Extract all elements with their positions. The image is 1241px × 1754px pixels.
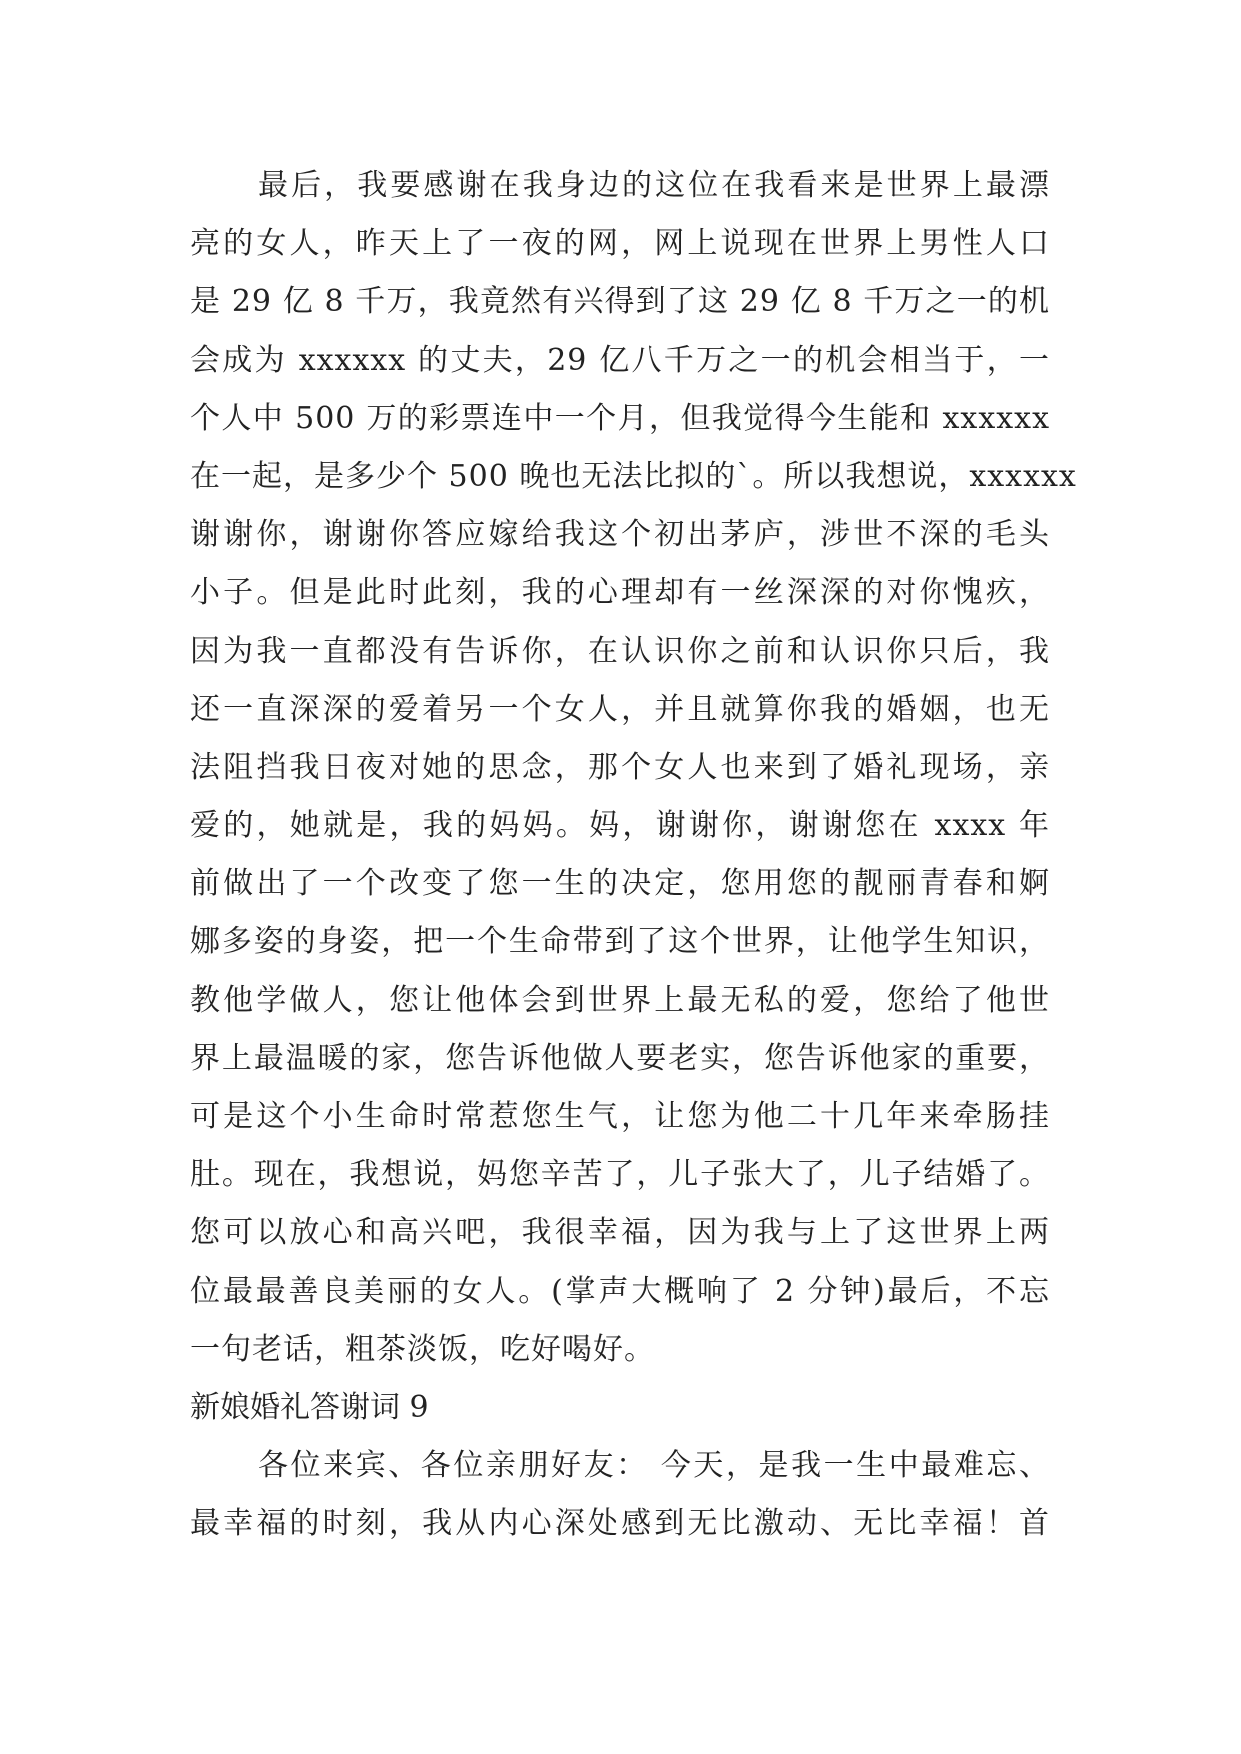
text-line: 还一直深深的爱着另一个女人，并且就算你我的婚姻，也无 — [190, 691, 1050, 727]
text-line: 位最最善良美丽的女人。(掌声大概响了 2 分钟)最后，不忘 — [190, 1273, 1050, 1309]
text-line: 各位来宾、各位亲朋好友： 今天，是我一生中最难忘、 — [258, 1448, 1050, 1484]
text-line: 您可以放心和高兴吧，我很幸福，因为我与上了这世界上两 — [190, 1215, 1050, 1251]
text-line: 是 29 亿 8 千万，我竟然有兴得到了这 29 亿 8 千万之一的机 — [190, 284, 1050, 320]
text-line: 最幸福的时刻，我从内心深处感到无比激动、无比幸福！首 — [190, 1506, 1050, 1542]
text-line: 小子。但是此时此刻，我的心理却有一丝深深的对你愧疚， — [190, 575, 1050, 611]
text-line: 爱的，她就是，我的妈妈。妈，谢谢你，谢谢您在 xxxx 年 — [190, 808, 1050, 844]
document-body — [190, 157, 1077, 1554]
text-line: 因为我一直都没有告诉你，在认识你之前和认识你只后，我 — [190, 633, 1050, 669]
text-line: 个人中 500 万的彩票连中一个月，但我觉得今生能和 xxxxxx — [190, 400, 1050, 436]
text-line: 娜多姿的身姿，把一个生命带到了这个世界，让他学生知识， — [190, 924, 1050, 960]
text-line: 法阻挡我日夜对她的思念，那个女人也来到了婚礼现场，亲 — [190, 749, 1050, 785]
text-line: 界上最温暖的家，您告诉他做人要老实，您告诉他家的重要， — [190, 1040, 1050, 1076]
text-line: 一句老话，粗茶淡饭，吃好喝好。 — [190, 1331, 655, 1367]
text-line: 肚。现在，我想说，妈您辛苦了，儿子张大了，儿子结婚了。 — [190, 1157, 1050, 1193]
text-line: 亮的女人，昨天上了一夜的网，网上说现在世界上男性人口 — [190, 226, 1050, 262]
text-line: 最后，我要感谢在我身边的这位在我看来是世界上最漂 — [258, 168, 1050, 203]
text-line: 会成为 xxxxxx 的丈夫，29 亿八千万之一的机会相当于，一 — [190, 342, 1050, 378]
text-line: 教他学做人，您让他体会到世界上最无私的爱，您给了他世 — [190, 982, 1050, 1018]
section-heading: 新娘婚礼答谢词 9 — [190, 1389, 429, 1425]
text-line: 谢谢你，谢谢你答应嫁给我这个初出茅庐，涉世不深的毛头 — [190, 517, 1050, 553]
text-line: 前做出了一个改变了您一生的决定，您用您的靓丽青春和婀 — [190, 866, 1050, 902]
text-line: 可是这个小生命时常惹您生气，让您为他二十几年来牵肠挂 — [190, 1099, 1050, 1134]
text-line: 在一起，是多少个 500 晚也无法比拟的`。所以我想说，xxxxxx — [190, 458, 1077, 494]
